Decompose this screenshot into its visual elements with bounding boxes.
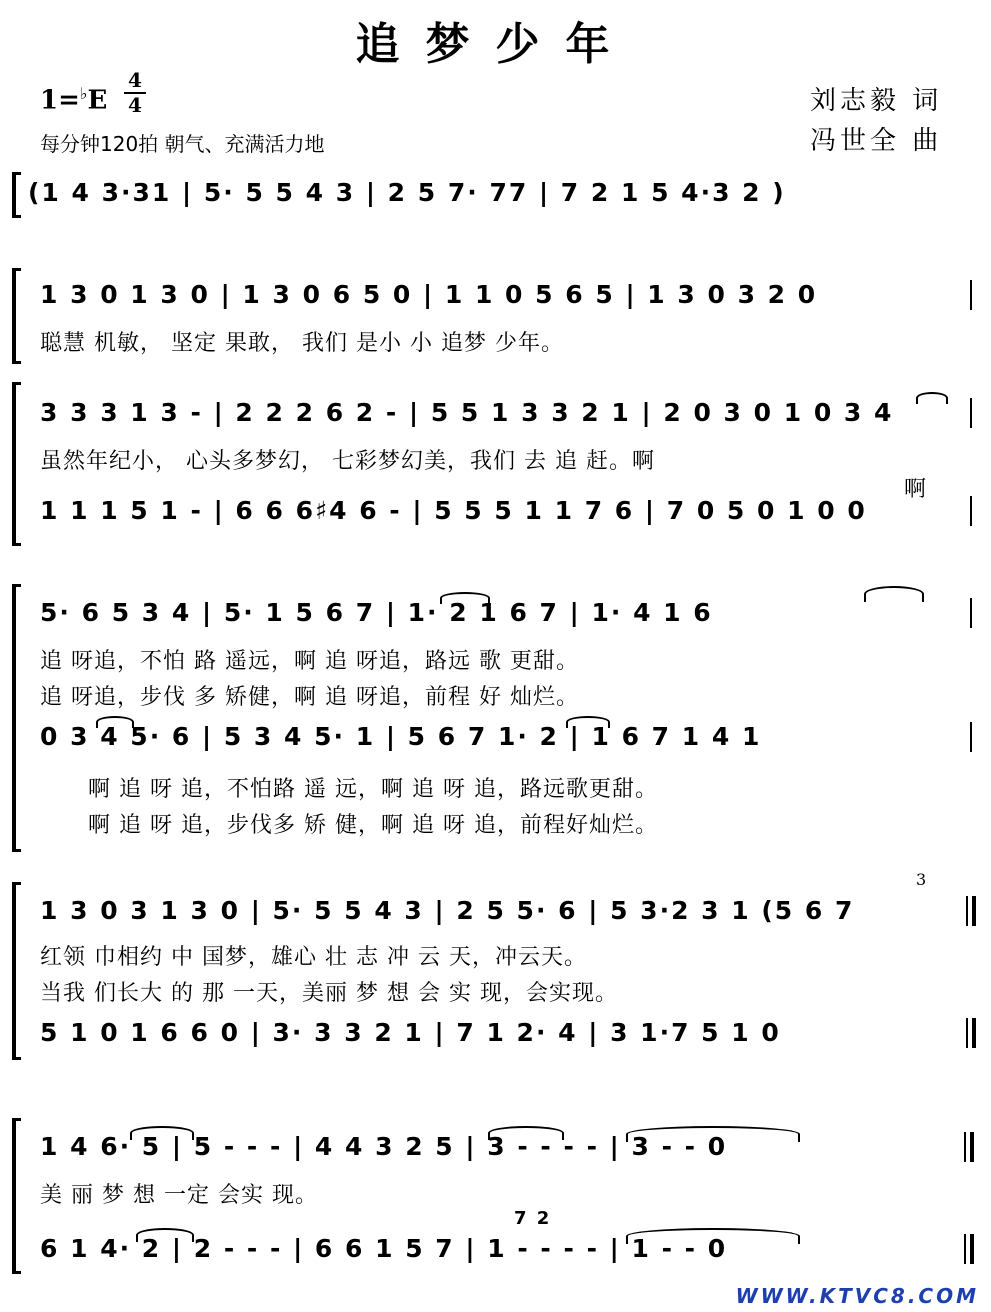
tie-mark [130, 1126, 194, 1140]
flat-sign: ♭ [79, 84, 88, 103]
lyrics-system-5-verse-1: 红领 巾相约 中 国梦，雄心 壮 志 冲 云 天，冲云天。 [40, 945, 587, 970]
slur-mark [566, 716, 610, 728]
slur-mark [440, 592, 490, 604]
score-title: 追梦少年 [355, 19, 636, 70]
tie-mark [864, 586, 924, 602]
barline [970, 280, 972, 310]
final-barline-thick [972, 896, 976, 926]
lyrics-system-6: 美 丽 梦 想 一定 会实 现。 [40, 1183, 318, 1208]
end-barline-thick [970, 1234, 974, 1264]
repeat-barline [966, 1018, 968, 1048]
system-bracket [12, 268, 21, 364]
lyrics-system-4-lower-2: 啊 追 呀 追，步伐多 矫 健，啊 追 呀 追，前程好灿烂。 [88, 813, 658, 838]
end-barline [964, 1234, 966, 1264]
notes-system-6: 1 4 6· 5 | 5 - - - | 4 4 3 2 5 | 3 - - - - | 3 - - 0 [40, 1132, 728, 1161]
notes-system-5: 1 3 0 3 1 3 0 | 5· 5 5 4 3 | 2 5 5· 6 | 5 3·2 3 1 (5 6 7 [40, 896, 855, 925]
composer-credit: 冯世全 曲 [810, 126, 943, 156]
end-barline-thick [970, 1132, 974, 1162]
final-barline [966, 896, 968, 926]
slur-mark [916, 392, 948, 404]
notes-system-5-lower: 5 1 0 1 6 6 0 | 3· 3 3 2 1 | 7 1 2· 4 | 3 1·7 5 1 0 [40, 1018, 781, 1047]
lyricist-credit: 刘志毅 词 [810, 86, 943, 116]
notes-system-1: (1 4 3·31 | 5· 5 5 4 3 | 2 5 7· 77 | 7 2 1 5 4·3 2 ) [28, 178, 786, 207]
tie-mark [626, 1228, 800, 1244]
lyrics-system-4-verse-2: 追 呀追，步伐 多 矫健，啊 追 呀追，前程 好 灿烂。 [40, 685, 579, 710]
lyrics-system-4-verse-1: 追 呀追，不怕 路 遥远，啊 追 呀追，路远 歌 更甜。 [40, 649, 579, 674]
slur-mark [96, 716, 134, 728]
time-bottom: 4 [128, 93, 142, 117]
barline [970, 598, 972, 628]
notes-system-4-lower: 0 3 4 5· 6 | 5 3 4 5· 1 | 5 6 7 1· 2 | 1 6 7 1 4 1 [40, 722, 762, 751]
notes-system-6-lower: 6 1 4· 2 | 2 - - - | 6 6 1 5 7 | 1 - - - - | 1 - - 0 [40, 1234, 728, 1263]
notes-system-2: 1 3 0 1 3 0 | 1 3 0 6 5 0 | 1 1 0 5 6 5 | 1 3 0 3 2 0 [40, 280, 818, 309]
tie-mark [488, 1126, 564, 1140]
time-signature [124, 70, 146, 116]
chord-upper-notes: 7 2 [514, 1208, 552, 1229]
notes-system-3: 3 3 3 1 3 - | 2 2 2 6 2 - | 5 5 1 3 3 2 1 | 2 0 3 0 1 0 3 4 [40, 398, 894, 427]
barline [970, 722, 972, 752]
system-bracket [12, 172, 21, 218]
system-bracket [12, 1118, 21, 1274]
tuplet-mark: 3 [916, 870, 928, 889]
system-bracket [12, 382, 21, 546]
key-note: E [87, 85, 108, 116]
site-watermark: WWW.KTVC8.COM [735, 1284, 979, 1308]
lyrics-system-2: 聪慧 机敏， 坚定 果敢， 我们 是小 小 追梦 少年。 [40, 331, 564, 356]
barline [970, 496, 972, 526]
repeat-barline-thick [972, 1018, 976, 1048]
notes-system-3-lower: 1 1 1 5 1 - | 6 6 6♯4 6 - | 5 5 5 1 1 7 6 | 7 0 5 0 1 0 0 [40, 496, 867, 525]
time-top: 4 [128, 68, 142, 92]
tie-mark [626, 1126, 800, 1142]
key-signature [40, 84, 107, 116]
notes-system-4: 5· 6 5 3 4 | 5· 1 5 6 7 | 1· 2 1 6 7 | 1· 4 1 6 [40, 598, 713, 627]
system-bracket [12, 584, 21, 852]
system-bracket [12, 882, 21, 1060]
lyrics-system-3: 虽然年纪小， 心头多梦幻， 七彩梦幻美，我们 去 追 赶。啊 [40, 449, 655, 474]
barline [970, 398, 972, 428]
tempo-marking: 每分钟120拍 朝气、充满活力地 [40, 132, 325, 156]
key-prefix: 1= [40, 85, 80, 116]
lyrics-system-3-lower: 啊 [904, 477, 928, 502]
lyrics-system-4-lower-1: 啊 追 呀 追，不怕路 遥 远，啊 追 呀 追，路远歌更甜。 [88, 777, 658, 802]
lyrics-system-5-verse-2: 当我 们长大 的 那 一天，美丽 梦 想 会 实 现，会实现。 [40, 981, 618, 1006]
tie-mark [136, 1228, 194, 1242]
end-barline [964, 1132, 966, 1162]
